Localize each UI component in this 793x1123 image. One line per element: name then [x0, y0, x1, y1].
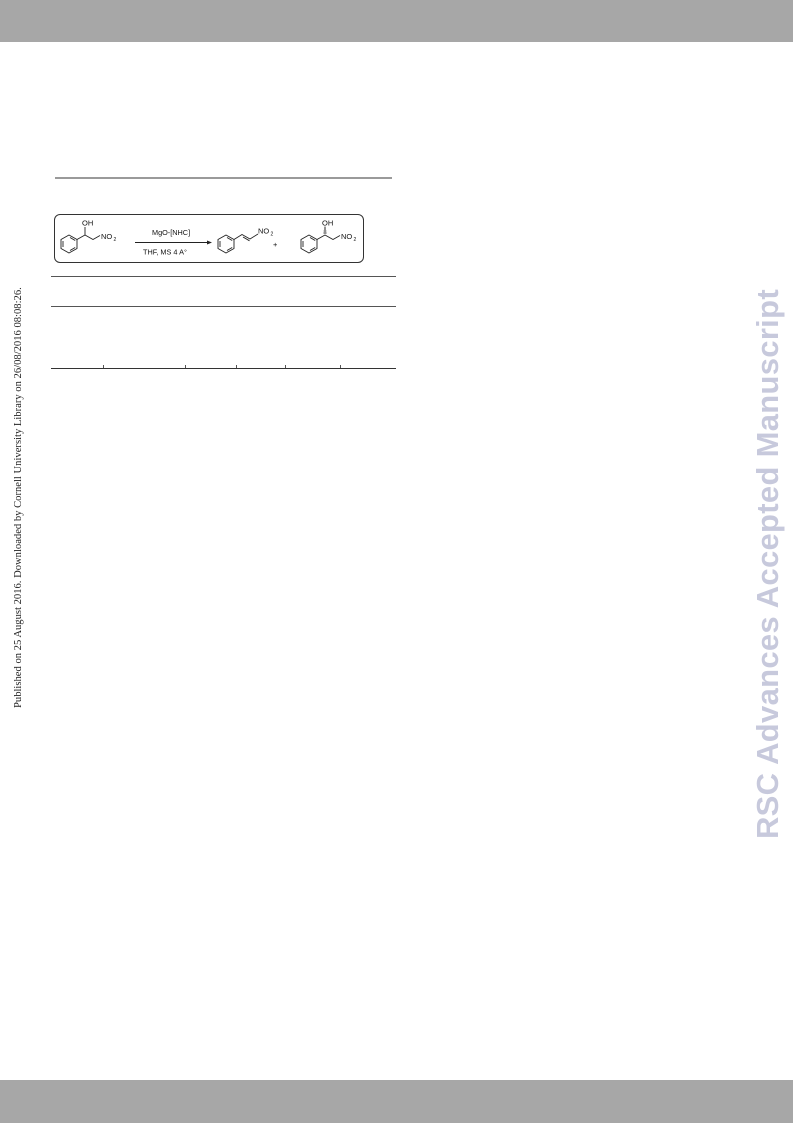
table-header-rule	[51, 306, 396, 307]
reactant-no2-label: NO	[101, 232, 113, 241]
product2-chain	[317, 235, 340, 240]
column-divider	[103, 365, 104, 368]
table-bottom-rule	[51, 368, 396, 369]
reactant-chain	[77, 235, 100, 240]
table-top-rule	[51, 276, 396, 277]
plus-sign: +	[273, 240, 278, 249]
product2-oh-label: OH	[322, 218, 334, 228]
column-divider	[285, 365, 286, 368]
table-title-rule	[55, 177, 392, 179]
product1-no2-subscript: 2	[270, 231, 274, 238]
column-divider	[340, 365, 341, 368]
column-divider	[185, 365, 186, 368]
watermark-text: RSC Advances Accepted Manuscript	[750, 289, 785, 839]
reactant-no2-subscript: 2	[113, 237, 117, 243]
reaction-scheme	[54, 214, 364, 263]
catalyst-label: MgO-[NHC]	[152, 228, 191, 237]
product1-no2-label: NO	[258, 226, 270, 236]
product2-no2-subscript: 2	[353, 237, 357, 243]
publication-note-text: Published on 25 August 2016. Downloaded by Cornell University Library on 26/08/2016 08:08:26.	[13, 287, 24, 708]
publication-note	[13, 288, 25, 708]
column-divider	[236, 365, 237, 368]
product2-no2-label: NO	[341, 232, 353, 241]
reactant-oh-label: OH	[82, 218, 94, 228]
arrow-head-icon	[207, 241, 212, 245]
reaction-scheme-drawing	[55, 215, 365, 264]
product2-stereo-bond	[324, 227, 327, 233]
footer-band	[0, 1080, 793, 1123]
conditions-label: THF, MS 4 A°	[143, 247, 187, 257]
watermark	[750, 282, 790, 842]
header-band	[0, 0, 793, 42]
